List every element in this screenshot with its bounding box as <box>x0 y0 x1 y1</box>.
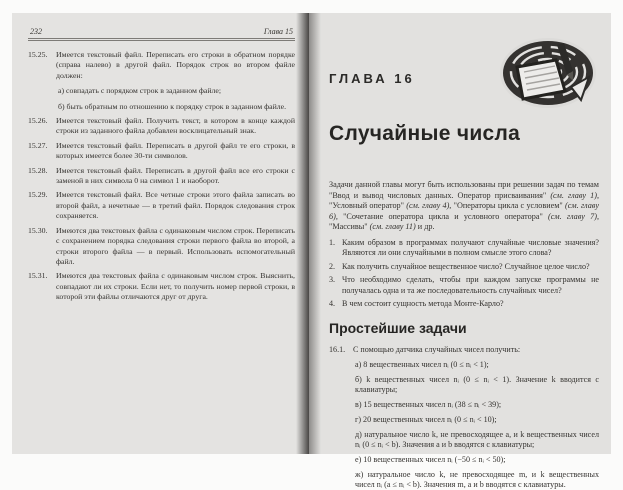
question-number: 4. <box>329 299 336 308</box>
exercise-item <box>28 226 295 268</box>
question-number: 2. <box>329 261 336 271</box>
intro-segment: (см. главу 1) <box>550 190 597 200</box>
question-item <box>329 275 599 296</box>
section-heading: Простейшие задачи <box>329 320 467 337</box>
exercise-subitem: а) совпадать с порядком строк в заданном файле; <box>58 86 222 96</box>
task-subitem: а) 8 вещественных чисел nᵢ (0 ≤ nᵢ < 1); <box>355 360 489 370</box>
question-text: Что необходимо сделать, чтобы при каждом запуске программы не получалась одна и та же последовательность случайных чисел? <box>342 275 599 295</box>
intro-segment: (см. главу 7) <box>548 211 597 221</box>
item-text: Имеется текстовый файл. Все четные строки этого файла записать во второй файл, а нечетные — в третий файл. Порядок следования строк сохраняется. <box>56 190 295 221</box>
book-spread <box>12 13 611 489</box>
item-text: Имеется текстовый файл. Переписать в другой файл все его строки с заменой в них символа 0 на символ 1 и наоборот. <box>56 165 295 186</box>
chapter-emblem-icon <box>497 35 600 112</box>
task-subitem: е) 10 вещественных чисел nᵢ (−50 ≤ nᵢ < 50); <box>355 454 506 464</box>
intro-segment: , "Сочетание оператора цикла и условного оператора" <box>335 211 549 221</box>
item-number: 15.31. <box>28 271 48 281</box>
task-subitem: д) натуральное число k, не превосходящее a, и k вещественных чисел nᵢ (0 ≤ nᵢ < b). Значения a и b вводятся с клавиатуры; <box>355 429 599 449</box>
exercise-item <box>28 50 295 81</box>
task-head <box>329 345 599 355</box>
intro-segment: (см. главу 4) <box>406 201 450 211</box>
task-text: С помощью датчика случайных чисел получить: <box>353 345 521 355</box>
exercise-item <box>28 166 295 187</box>
item-text: Имеется текстовый файл. Получить текст, в котором в конце каждой строки из заданного файла добавлен восклицательный знак. <box>56 116 295 136</box>
intro-segment: (см. главу 6) <box>329 201 599 221</box>
intro-segment: и др. <box>415 222 435 232</box>
exercise-item <box>28 271 295 302</box>
running-header-chapter: Глава 15 <box>263 27 293 36</box>
item-number: 15.30. <box>28 225 48 235</box>
item-number: 15.26. <box>28 116 48 126</box>
chapter-title: Случайные числа <box>329 122 521 145</box>
item-number: 15.29. <box>28 190 48 200</box>
question-text: Каким образом в программах получают случайные числовые значения? Являются ли они случайными в полном смысле этого слова? <box>342 237 599 258</box>
item-number: 15.25. <box>28 50 48 59</box>
task-subitem-list <box>329 360 599 490</box>
task-number: 16.1. <box>329 345 346 355</box>
question-text: В чем состоит сущность метода Монте-Карло? <box>342 299 504 308</box>
question-number: 3. <box>329 275 336 285</box>
item-number: 15.27. <box>28 140 48 150</box>
left-page <box>12 13 309 454</box>
item-text: Имеются два текстовых файла с одинаковым числом строк. Выяснить, совпадают ли их строки. Если нет, то получить номер первой строки, в которой эти файлы отличаются друг от друга. <box>56 271 295 302</box>
intro-segment: , "Массивы" <box>329 211 599 232</box>
item-text: Имеется текстовый файл. Переписать в другой файл те его строки, в которых имеется более 30-ти символов. <box>56 140 295 161</box>
intro-segment: , "Условный оператор" <box>329 190 599 211</box>
task-subitem: ж) натуральное число k, не превосходящее m, и k вещественных чисел nᵢ (a ≤ nᵢ < b). Значения m, a и b вводятся с клавиатуры. <box>355 469 599 489</box>
right-page <box>309 13 611 489</box>
exercise-item <box>28 141 295 162</box>
task-subitem: в) 15 вещественных чисел nᵢ (38 ≤ nᵢ < 39); <box>355 400 502 410</box>
task-subitem: г) 20 вещественных чисел nᵢ (0 ≤ nᵢ < 10); <box>355 414 497 424</box>
page-number: 232 <box>30 27 42 36</box>
exercise-list <box>28 50 295 303</box>
question-number: 1. <box>329 237 336 247</box>
item-text: Имеется текстовый файл. Переписать его строки в обратном порядке (справа налево) в другой файл. Порядок строк во втором файле должен: <box>56 50 295 80</box>
item-text: Имеются два текстовых файла с одинаковым числом строк. Переписать с сохранением порядка следования строки первого файла во второй, а строки второго файла — в первый. Использовать вспомогательный файл. <box>56 225 295 266</box>
exercise-item <box>28 116 295 137</box>
exercise-item <box>28 190 295 221</box>
task-subitem: б) k вещественных чисел nᵢ (0 ≤ nᵢ < 1). Значение k вводится с клавиатуры; <box>355 375 599 395</box>
question-list <box>329 238 599 309</box>
intro-segment: , "Операторы цикла с условием" <box>449 201 566 211</box>
question-text: Как получить случайное вещественное число? Случайное целое число? <box>342 261 590 271</box>
intro-segment: Задачи данной главы могут быть использованы при решении задач по темам "Ввод и вывод числовых данных. Оператор присваивания" <box>329 180 599 200</box>
question-item <box>329 238 599 259</box>
exercise-subitem: б) быть обратным по отношению к порядку строк в заданном файле. <box>58 101 287 111</box>
task-16-1 <box>329 345 599 490</box>
intro-segment: (см. главу 11) <box>369 222 416 232</box>
question-item <box>329 299 599 309</box>
chapter-label: ГЛАВА 16 <box>329 71 415 86</box>
intro-paragraph <box>329 180 599 233</box>
running-header <box>28 27 295 41</box>
question-item <box>329 262 599 272</box>
item-number: 15.28. <box>28 165 48 175</box>
